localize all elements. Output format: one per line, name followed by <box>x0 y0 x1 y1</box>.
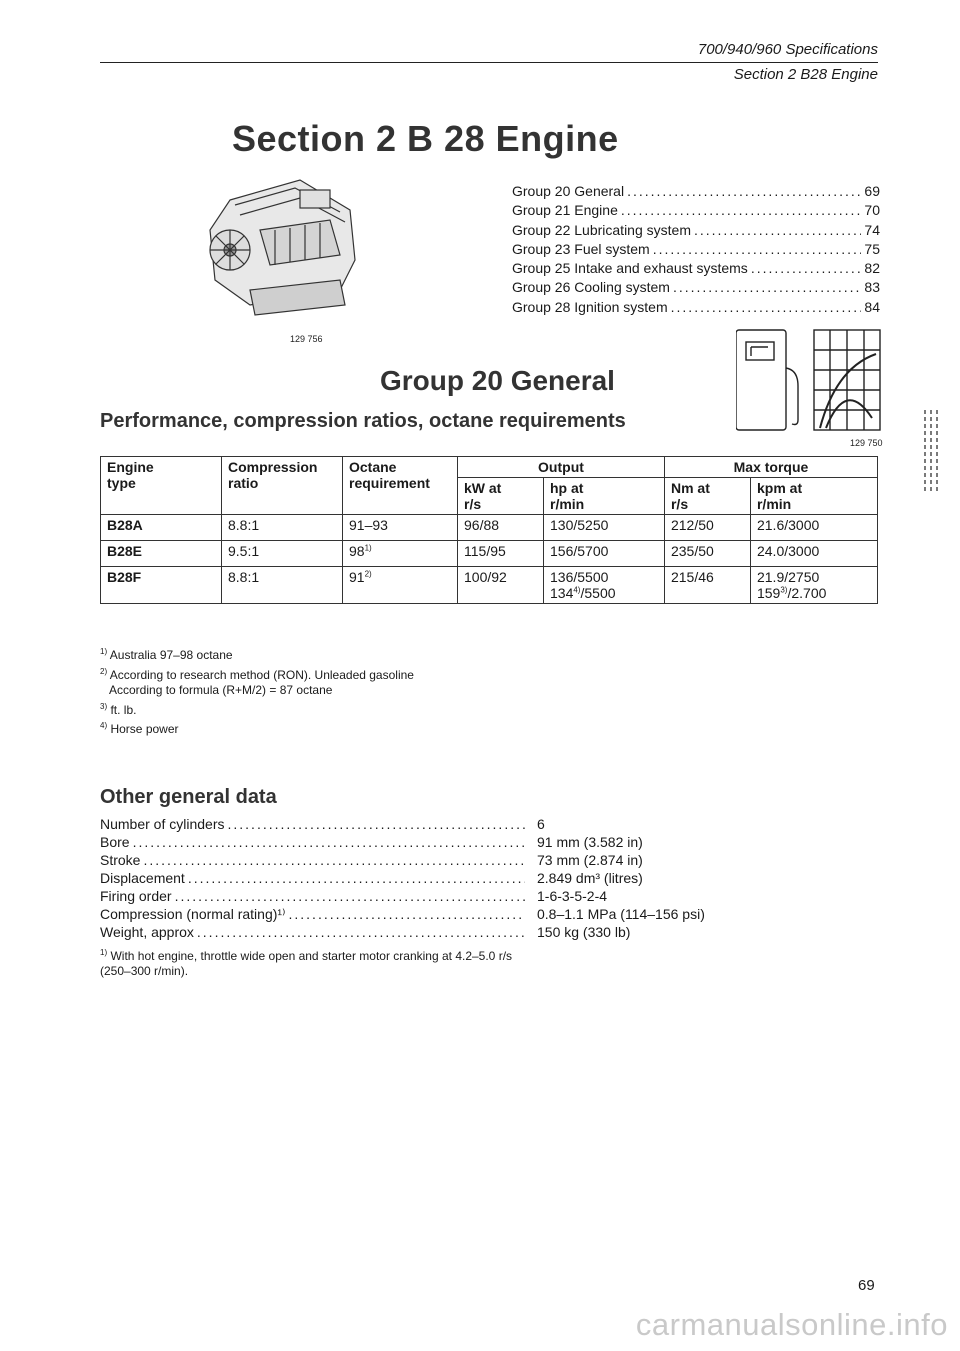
header-subtitle: Section 2 B28 Engine <box>733 66 878 83</box>
fuel-pump-graph-icon <box>736 328 881 433</box>
spec-label: Stroke ..... <box>100 851 528 869</box>
section-tab-marker <box>922 408 940 496</box>
toc-entry[interactable]: Group 20 General ..... 69 <box>512 182 880 201</box>
spec-label: Bore ..... <box>100 833 528 851</box>
other-data-footnote: $^{1)}$ With hot engine, throttle wide open and starter motor cranking at 4.2–5.0 r/s (250–300 r/min). <box>100 948 513 978</box>
other-data-values <box>537 815 705 941</box>
header-engine-type: Engine type <box>101 457 222 515</box>
spec-value: 150 kg (330 lb) <box>537 924 631 940</box>
toc-entry[interactable]: Group 26 Cooling system ..... 83 <box>512 278 880 297</box>
header-max-torque: Max torque <box>664 457 877 478</box>
spec-label: Weight, approx ..... <box>100 923 528 941</box>
spec-value: 2.849 dm³ (litres) <box>537 870 643 886</box>
spec-label: Number of cylinders ..... <box>100 815 528 833</box>
footnote: $^{1)}$ Australia 97–98 octane <box>100 647 233 662</box>
footnote: According to formula (R+M/2) = 87 octane <box>109 683 333 697</box>
other-data-title: Other general data <box>100 786 277 808</box>
spec-label: Displacement ..... <box>100 869 528 887</box>
header-octane: Octane requirement <box>343 457 458 515</box>
footnote: $^{2)}$ According to research method (RON). Unleaded gasoline <box>100 666 414 682</box>
pump-figure-code: 129 750 <box>850 438 883 448</box>
spec-label: Compression (normal rating)¹⁾ ..... <box>100 905 528 923</box>
header-rule <box>100 62 878 63</box>
table-footnotes <box>100 644 414 738</box>
group-title: Group 20 General <box>380 365 615 396</box>
performance-title: Performance, compression ratios, octane requirements <box>100 410 626 432</box>
header-output: Output <box>458 457 665 478</box>
spec-label: Firing order ..... <box>100 887 528 905</box>
table-row: B28F 8.8:1 91$^{2)}$ 100/92 136/5500 134$^{4)}$/5500 215/46 21.9/2750 159$^{3)}$/2.700 <box>101 567 878 604</box>
spec-value: 1-6-3-5-2-4 <box>537 888 608 904</box>
engine-illustration <box>190 170 370 330</box>
header-kw: kW at r/s <box>458 478 544 515</box>
toc-entry[interactable]: Group 28 Ignition system ..... 84 <box>512 298 880 317</box>
spec-value: 91 mm (3.582 in) <box>537 834 643 850</box>
spec-value: 73 mm (2.874 in) <box>537 852 643 868</box>
footnote: $^{3)}$ ft. lb. <box>100 701 137 717</box>
header-hp: hp at r/min <box>544 478 665 515</box>
header-nm: Nm at r/s <box>664 478 750 515</box>
header-title: 700/940/960 Specifications <box>697 41 878 58</box>
spec-value: 0.8–1.1 MPa (114–156 psi) <box>537 906 705 922</box>
table-row: B28E 9.5:1 98$^{1)}$ 115/95 156/5700 235/50 24.0/3000 <box>101 541 878 567</box>
toc-entry[interactable]: Group 25 Intake and exhaust systems ..... 82 <box>512 259 880 278</box>
header-kpm: kpm at r/min <box>750 478 877 515</box>
spec-value: 6 <box>537 816 545 832</box>
engine-figure-code: 129 756 <box>290 334 323 344</box>
watermark: carmanualsonline.info <box>635 1307 948 1342</box>
other-data-labels <box>100 815 528 941</box>
section-title: Section 2 B 28 Engine <box>232 118 619 159</box>
toc-entry[interactable]: Group 21 Engine ..... 70 <box>512 201 880 220</box>
performance-table <box>100 456 878 604</box>
contents-list <box>512 182 880 317</box>
header-compression: Compression ratio <box>222 457 343 515</box>
table-row: B28A 8.8:1 91–93 96/88 130/5250 212/50 21.6/3000 <box>101 515 878 541</box>
toc-entry[interactable]: Group 22 Lubricating system ..... 74 <box>512 221 880 240</box>
page-number: 69 <box>858 1277 875 1294</box>
footnote: $^{4)}$ Horse power <box>100 721 179 736</box>
toc-entry[interactable]: Group 23 Fuel system ..... 75 <box>512 240 880 259</box>
